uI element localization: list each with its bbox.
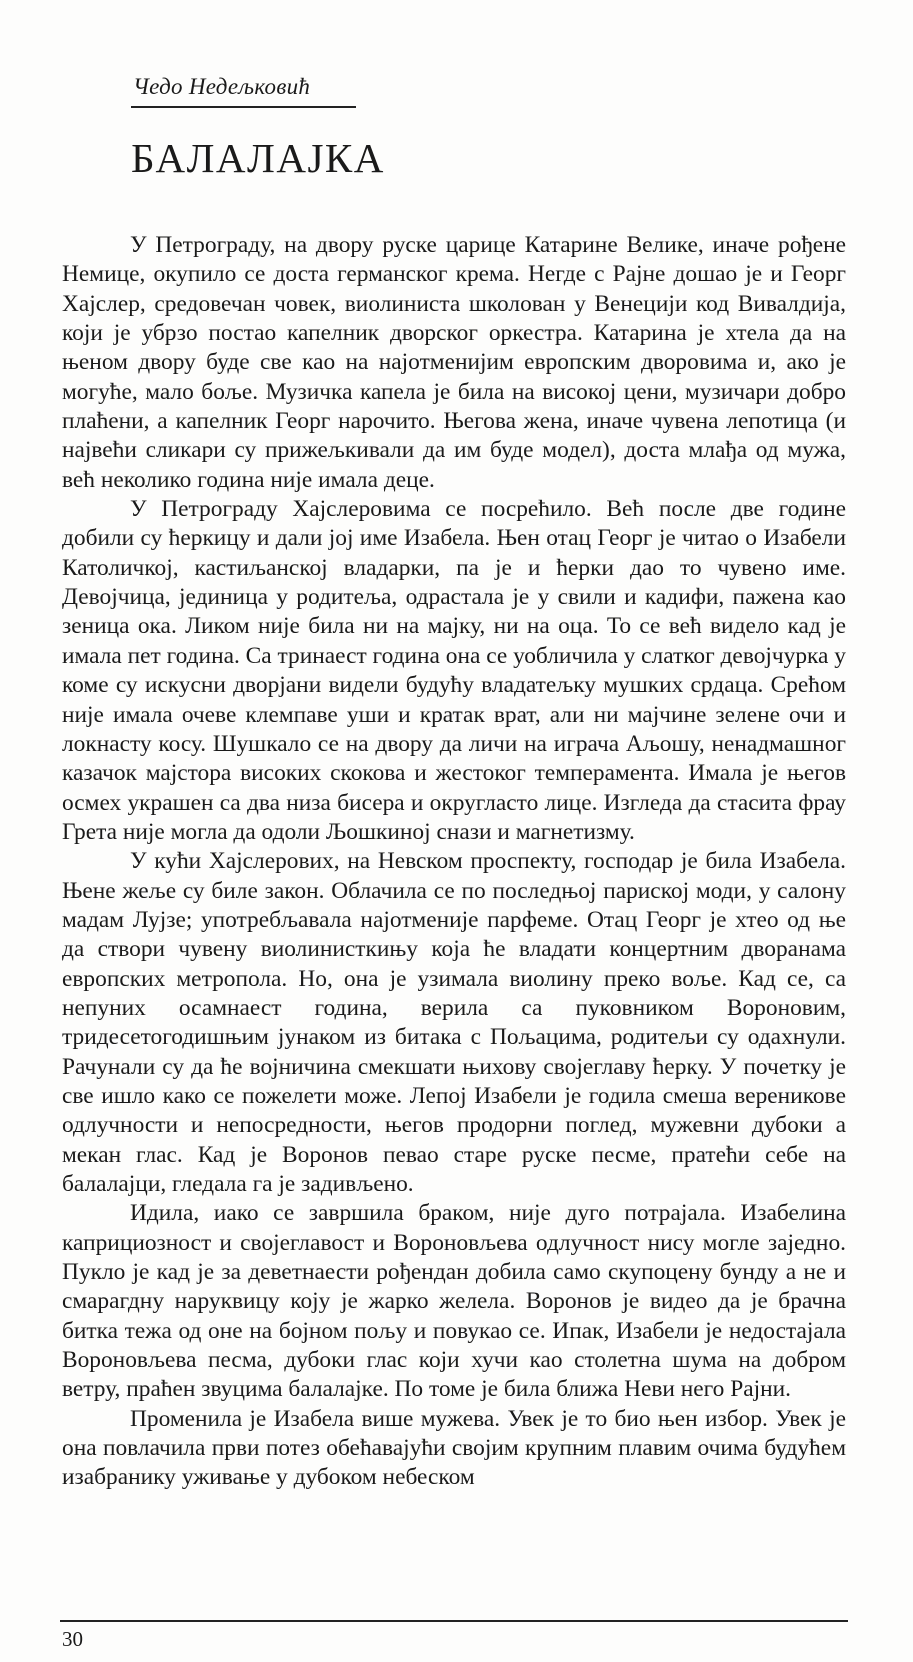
author-name: Чедо Недељковић bbox=[133, 74, 311, 99]
footer-rule bbox=[60, 1620, 848, 1622]
paragraph: Променила је Изабела више мужева. Увек је то био њен избор. Увек је она повлачила први потез обећавајући својим крупним плавим очима будућем изабранику уживање у дубоком небеском bbox=[62, 1405, 846, 1491]
page-number: 30 bbox=[62, 1627, 83, 1651]
paragraph: У кући Хајслерових, на Невском проспекту, господар је била Изабела. Њене жеље су биле закон. Облачила се по последњој париској моди, у салону мадам Лујзе; употребљавала најотменије парфеме. Отац Георг је хтео од ње да створи чувену виолинисткињу која ће владати концертним дворанама европских метропола. Но, она је узимала виолину преко воље. Кад се, са непуних осамнаест година, верила са пуковником Вороновим, тридесетогодишњим јунаком из битака с Пољацима, родитељи су одахнули. Рачунали су да ће војничина смекшати њихову својеглаву ћерку. У почетку је све ишло како се пожелети може. Лепој Изабели је годила смеша верениковe одлучности и непосредности, његов продорни поглед, мужевни дубоки а мекан глас. Кад је Воронов певао старе руске песме, пратећи себе на балалајци, гледала га је задивљено. bbox=[62, 848, 846, 1197]
paragraph: Идила, иако се завршила браком, није дуго потрајала. Изабелина каприциозност и својеглавост и Вороновљева одлучност нису могле заједно. Пукло је кад је за деветнаести рођендан добила само скупоцену бунду а не и смарагдну наруквицу коју је жарко желела. Воронов је видео да је брачна битка тежа од оне на бојном пољу и повукао се. Ипак, Изабели је недостајала Вороновљева песма, дубоки глас који хучи као столетна шума на добром ветру, праћен звуцима балалајке. По томе је била ближа Неви него Рајни. bbox=[62, 1200, 846, 1403]
story-title: БАЛАЛАЈКА bbox=[131, 135, 385, 181]
paragraph: У Петрограду Хајслеровима се посрећило. Већ после две године добили су ћеркицу и дали јој име Изабела. Њен отац Георг је читао о Изабели Католичкој, кастиљанској владарки, па је и ћерки дао то чувено име. Девојчица, јединица у родитеља, одрастала је у свили и кадифи, пажена као зеница ока. Ликом није била ни на мајку, ни на оца. То се већ видело кад је имала пет година. Са тринаест година она се уобличила у слатког девојчурка у коме су искусни дворјани видели будућу владатељку мушких срдаца. Срећом није имала очеве клемпаве уши и кратак врат, али ни мајчине зелене очи и локнасту косу. Шушкало се на двору да личи на играча Аљошу, ненадмашног казачок мајстора високих скокова и жестоког темперамента. Имала је његов осмех украшен са два низа бисера и округласто лице. Изгледа да стасита фрау Грета није могла да одоли Љошкиној снази и магнетизму. bbox=[62, 496, 846, 845]
paragraph: У Петрограду, на двору руске царице Катарине Велике, иначе рођене Немице, окупило се доста германског крема. Негде с Рајне дошао је и Георг Хајслер, средовечан човек, виолиниста школован у Венецији код Вивалдија, који је убрзо постао капелник дворског оркестра. Катарина је хтела да на њеном двору буде све као на најотменијим европским дворовима и, ако је могуће, мало боље. Музичка капела је била на високој цени, музичари добро плаћени, а капелник Георг нарочито. Његова жена, иначе чувена лепотица (и највећи сликари су прижељкивали да им буде модел), доста млађа од мужа, већ неколико година није имала деце. bbox=[62, 232, 846, 493]
author-underline bbox=[131, 106, 356, 108]
story-body bbox=[62, 231, 846, 1493]
